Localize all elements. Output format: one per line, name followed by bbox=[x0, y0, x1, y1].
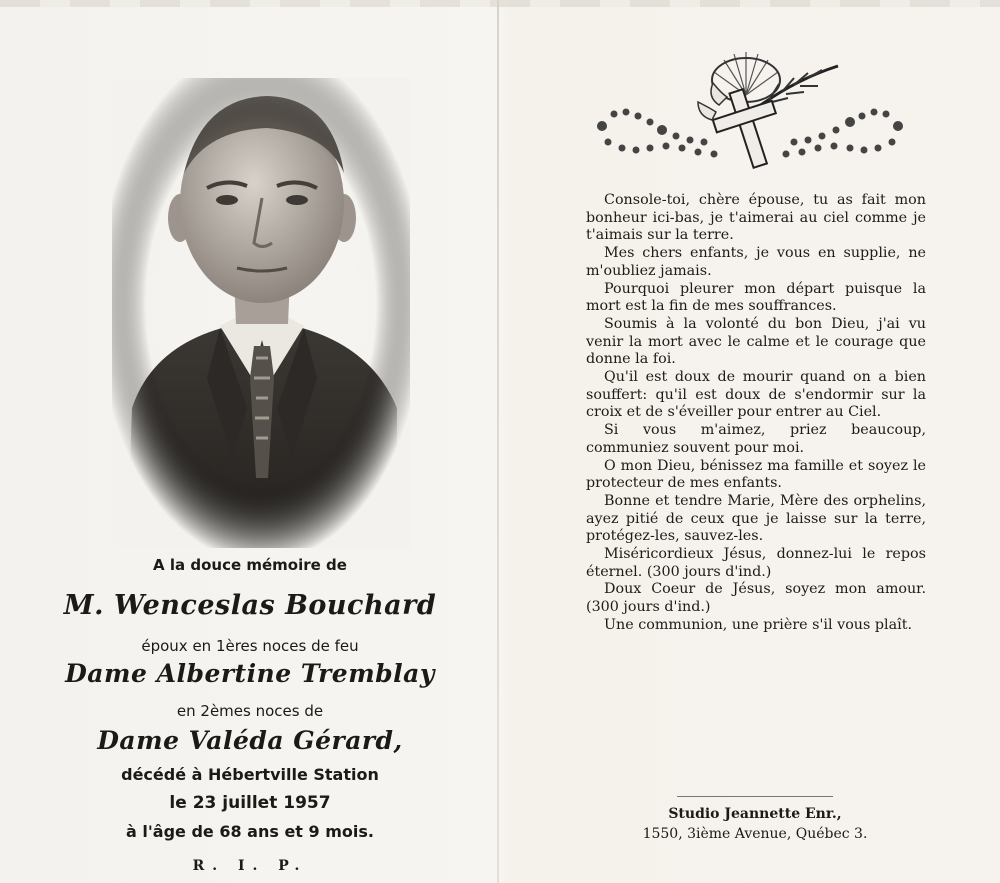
death-place: décédé à Hébertville Station bbox=[121, 765, 379, 784]
prayer-paragraph: Qu'il est doux de mourir quand on a bien souffert: qu'il est doux de s'endormir sur la croix et de s'éveiller pour entrer au Ciel. bbox=[586, 369, 926, 421]
studio-address: 1550, 3ième Avenue, Québec 3. bbox=[642, 826, 868, 842]
prayer-text bbox=[586, 192, 926, 635]
prayer-paragraph: Si vous m'aimez, priez beaucoup, communiez souvent pour moi. bbox=[586, 422, 926, 456]
first-spouse-name: Dame Albertine Tremblay bbox=[65, 659, 435, 688]
prayer-paragraph: Mes chers enfants, je vous en supplie, ne m'oubliez jamais. bbox=[586, 245, 926, 279]
second-marriage-line: en 2èmes noces de bbox=[176, 702, 324, 720]
rip-line: R. I. P. bbox=[192, 858, 308, 874]
first-marriage-line: époux en 1ères noces de feu bbox=[141, 637, 359, 655]
age-line: à l'âge de 68 ans et 9 mois. bbox=[126, 822, 374, 841]
divider-rule bbox=[677, 796, 833, 797]
prayer-paragraph: Console-toi, chère épouse, tu as fait mon bonheur ici-bas, je t'aimerai au ciel comme je t'aimais sur la terre. bbox=[586, 192, 926, 244]
prayer-paragraph: Miséricordieux Jésus, donnez-lui le repos éternel. (300 jours d'ind.) bbox=[586, 546, 926, 580]
deceased-name: M. Wenceslas Bouchard bbox=[63, 590, 437, 621]
prayer-paragraph: Bonne et tendre Marie, Mère des orphelins, ayez pitié de ceux que je laisse sur la terre, protégez-les, sauvez-les. bbox=[586, 492, 926, 545]
portrait-photo bbox=[112, 78, 410, 548]
prayer-paragraph: Une communion, une prière s'il vous plaît. bbox=[604, 616, 913, 633]
rosary-cross-ornament-icon bbox=[594, 50, 906, 175]
studio-name: Studio Jeannette Enr., bbox=[668, 806, 842, 822]
prayer-paragraph: Doux Coeur de Jésus, soyez mon amour. (300 jours d'ind.) bbox=[586, 581, 926, 616]
second-spouse-name: Dame Valéda Gérard, bbox=[97, 726, 403, 755]
prayer-paragraph: Pourquoi pleurer mon départ puisque la mort est la fin de mes souffrances. bbox=[586, 280, 926, 315]
prayer-paragraph: O mon Dieu, bénissez ma famille et soyez le protecteur de mes enfants. bbox=[586, 457, 926, 492]
torn-top-edge bbox=[0, 0, 1000, 7]
death-date: le 23 juillet 1957 bbox=[169, 793, 331, 813]
memory-line: A la douce mémoire de bbox=[153, 556, 347, 574]
prayer-paragraph: Soumis à la volonté du bon Dieu, j'ai vu venir la mort avec le calme et le courage que donne la foi. bbox=[586, 315, 926, 368]
